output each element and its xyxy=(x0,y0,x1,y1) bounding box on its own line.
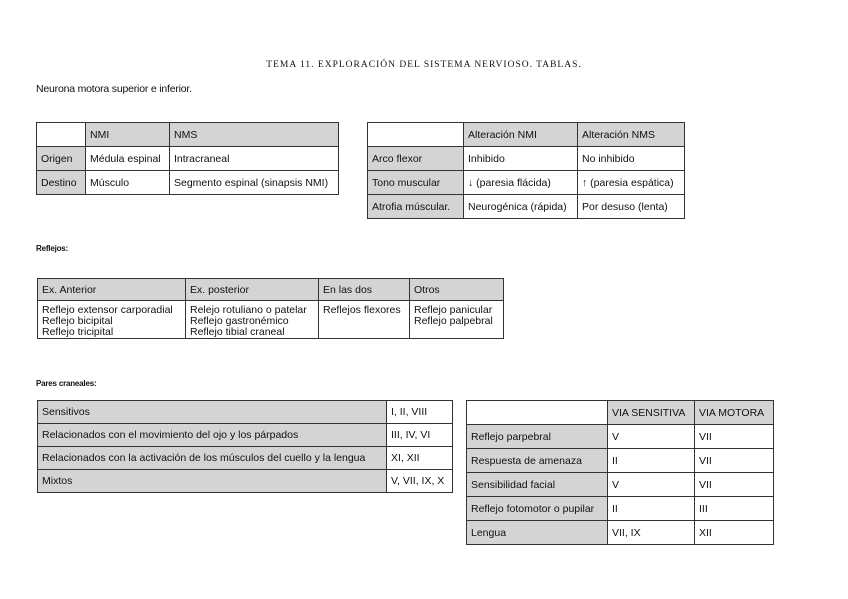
table-cell: VII xyxy=(695,449,774,473)
row-label-cell: Reflejo parpebral xyxy=(467,425,608,449)
table-cell: Relejo rotuliano o patelar Reflejo gastronémico Reflejo tibial craneal xyxy=(186,301,319,339)
table-row xyxy=(467,425,774,449)
table-cell: II xyxy=(608,449,695,473)
table-row xyxy=(467,521,774,545)
table-cell: Inhibido xyxy=(464,147,578,171)
table-cell: V, VII, IX, X xyxy=(387,470,453,493)
table-cell: VII xyxy=(695,473,774,497)
table-header-cell: Alteración NMS xyxy=(578,123,685,147)
row-label-cell: Relacionados con el movimiento del ojo y los párpados xyxy=(38,424,387,447)
table-row xyxy=(38,401,453,424)
table-row xyxy=(467,449,774,473)
table-header-cell: Ex. posterior xyxy=(186,279,319,301)
table-header-row xyxy=(467,401,774,425)
page-title: TEMA 11. EXPLORACIÓN DEL SISTEMA NERVIOSO. TABLAS. xyxy=(266,60,582,70)
row-label-cell: Reflejo fotomotor o pupilar xyxy=(467,497,608,521)
table-row xyxy=(38,447,453,470)
table-header-cell: NMS xyxy=(170,123,339,147)
table-cell: Reflejos flexores xyxy=(319,301,410,339)
row-label-cell: Lengua xyxy=(467,521,608,545)
table-row xyxy=(368,147,685,171)
table-cell: II xyxy=(608,497,695,521)
table-header-row xyxy=(368,123,685,147)
table-cell: Médula espinal xyxy=(86,147,170,171)
row-label-cell: Origen xyxy=(37,147,86,171)
row-label-cell: Mixtos xyxy=(38,470,387,493)
table-header-cell: VIA SENSITIVA xyxy=(608,401,695,425)
table-cell: V xyxy=(608,425,695,449)
table-header-cell: VIA MOTORA xyxy=(695,401,774,425)
table-header-cell xyxy=(368,123,464,147)
table-cell: VII xyxy=(695,425,774,449)
row-label-cell: Respuesta de amenaza xyxy=(467,449,608,473)
row-label-cell: Relacionados con la activación de los músculos del cuello y la lengua xyxy=(38,447,387,470)
table-row xyxy=(368,195,685,219)
table-cell: XII xyxy=(695,521,774,545)
alteracion-table xyxy=(367,122,685,219)
table-header-cell xyxy=(467,401,608,425)
section-label-pares: Pares craneales: xyxy=(36,379,97,388)
row-label-cell: Sensibilidad facial xyxy=(467,473,608,497)
table-cell: I, II, VIII xyxy=(387,401,453,424)
row-label-cell: Atrofia múscular. xyxy=(368,195,464,219)
table-header-row xyxy=(38,279,504,301)
table-cell: V xyxy=(608,473,695,497)
table-header-cell: En las dos xyxy=(319,279,410,301)
table-header-cell: Alteración NMI xyxy=(464,123,578,147)
pares-craneales-table xyxy=(37,400,453,493)
table-header-cell: Otros xyxy=(410,279,504,301)
table-header-cell: Ex. Anterior xyxy=(38,279,186,301)
neurona-table xyxy=(36,122,339,195)
table-cell: Reflejo extensor carporadial Reflejo bicipital Reflejo tricipital xyxy=(38,301,186,339)
vias-table xyxy=(466,400,774,545)
table-cell: Por desuso (lenta) xyxy=(578,195,685,219)
table-header-row xyxy=(37,123,339,147)
table-header-cell: NMI xyxy=(86,123,170,147)
table-row xyxy=(368,171,685,195)
row-label-cell: Arco flexor xyxy=(368,147,464,171)
table-cell: Reflejo panicular Reflejo palpebral xyxy=(410,301,504,339)
table-row xyxy=(37,171,339,195)
row-label-cell: Sensitivos xyxy=(38,401,387,424)
row-label-cell: Destino xyxy=(37,171,86,195)
table-cell: Músculo xyxy=(86,171,170,195)
table-cell: ↓ (paresia flácida) xyxy=(464,171,578,195)
table-row xyxy=(38,301,504,339)
table-row xyxy=(467,473,774,497)
table-row xyxy=(38,424,453,447)
table-cell: Segmento espinal (sinapsis NMI) xyxy=(170,171,339,195)
table-cell: Intracraneal xyxy=(170,147,339,171)
table-row xyxy=(38,470,453,493)
table-cell: XI, XII xyxy=(387,447,453,470)
table-cell: No inhibido xyxy=(578,147,685,171)
section-label-reflejos: Reflejos: xyxy=(36,244,68,253)
table-header-cell xyxy=(37,123,86,147)
section-subtitle-neurona: Neurona motora superior e inferior. xyxy=(36,83,192,95)
table-cell: III xyxy=(695,497,774,521)
table-cell: Neurogénica (rápida) xyxy=(464,195,578,219)
row-label-cell: Tono muscular xyxy=(368,171,464,195)
table-row xyxy=(467,497,774,521)
table-cell: ↑ (paresia espática) xyxy=(578,171,685,195)
table-cell: VII, IX xyxy=(608,521,695,545)
table-row xyxy=(37,147,339,171)
reflejos-table xyxy=(37,278,504,339)
table-cell: III, IV, VI xyxy=(387,424,453,447)
